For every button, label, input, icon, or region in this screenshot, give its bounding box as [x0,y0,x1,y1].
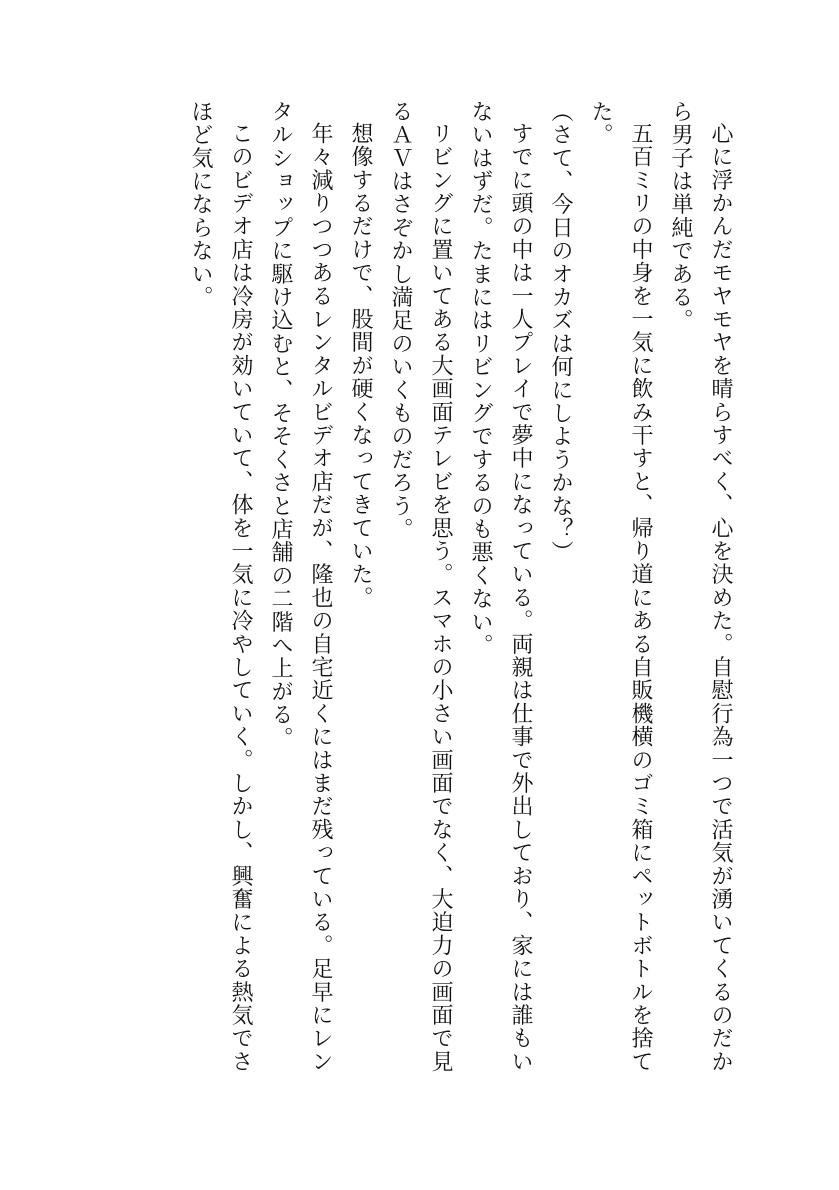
paragraph-2: 五百ミリの中身を一気に飲み干すと、帰り道にある自販機横のゴミ箱にペットボトルを捨てた。 [588,100,653,1074]
vertical-text-body [105,100,740,1090]
paragraph-3: （さて、今日のオカズは何にしようかな？） [548,100,573,564]
paragraph-5: リビングに置いてある大画面テレビを思う。スマホの小さい画面でなく、大迫力の画面で見るＡＶはさぞかし満足のいくものだろう。 [388,100,453,1074]
paragraph-1: 心に浮かんだモヤモヤを晴らすべく、心を決めた。自慰行為一つで活気が湧いてくるのだから男子は単純である。 [668,100,733,1074]
paragraph-8: このビデオ店は冷房が効いていて、体を一気に冷やしていく。しかし、興奮による熱気でさほど気にならない。 [188,100,253,1074]
paragraph-6: 想像するだけで、股間が硬くなってきていた。 [348,122,373,610]
paragraph-7: 年々減りつつあるレンタルビデオ店だが、隆也の自宅近くにはまだ残っている。足早にレンタルショップに駆け込むと、そそくさと店舗の二階へ上がる。 [268,100,333,1074]
paragraph-4: すでに頭の中は一人プレイで夢中になっている。両親は仕事で外出しており、家には誰もいないはずだ。たまにはリビングでするのも悪くない。 [468,100,533,1074]
